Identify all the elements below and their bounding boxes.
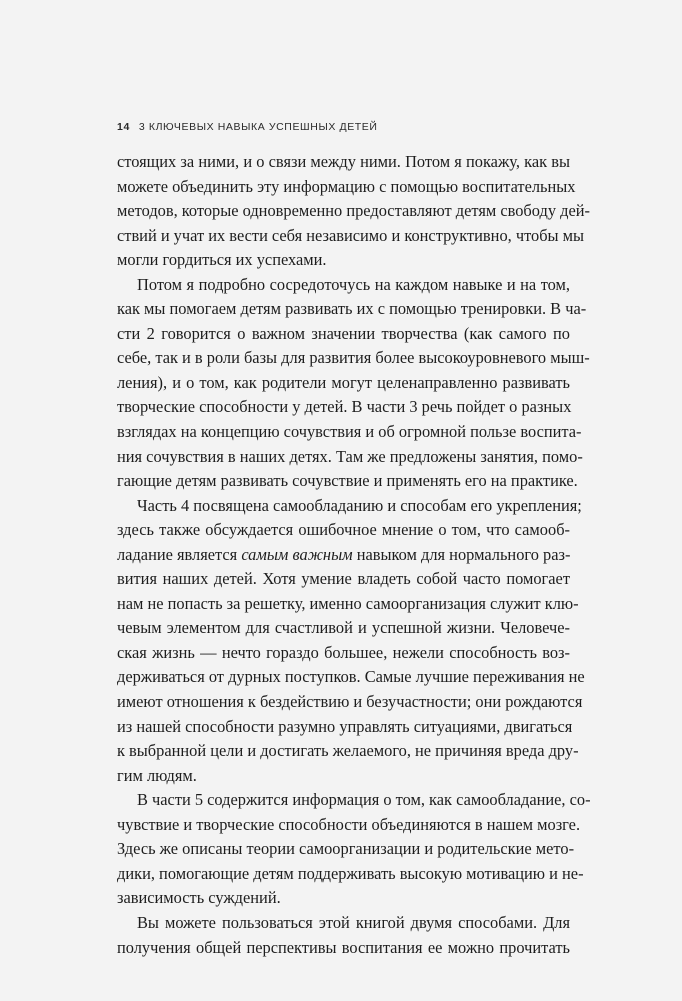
text-line: здесь также обсуждается ошибочное мнение о том, что самооб-	[117, 520, 570, 540]
text-line: Вы можете пользоваться этой книгой двумя способами. Для	[137, 912, 570, 932]
text-line: держиваться от дурных поступков. Самые лучшие переживания не	[117, 667, 585, 687]
text-line: ская жизнь — нечто гораздо большее, нежели способность воз-	[117, 642, 570, 662]
text-line: методов, которые одновременно предоставляют детям свободу дей-	[117, 201, 590, 221]
text-line: нам не попасть за решетку, именно самоорганизация служит клю-	[117, 593, 579, 613]
text-line: могли гордиться их успехами.	[117, 250, 327, 270]
paragraph	[117, 494, 585, 789]
text-line: В части 5 содержится информация о том, как самообладание, со-	[137, 790, 591, 810]
body-text	[117, 150, 591, 960]
running-head	[117, 121, 378, 133]
paragraph	[117, 788, 591, 911]
paragraph	[117, 911, 570, 960]
text-line: сти 2 говорится о важном значении творчества (как самого по	[117, 323, 570, 343]
text-line: Здесь же описаны теории самоорганизации и родительские мето-	[117, 839, 575, 859]
emphasis: самым важным	[241, 544, 353, 564]
text-line: ления), и о том, как родители могут целенаправленно развивать	[117, 372, 570, 392]
paragraph	[117, 150, 590, 273]
paragraph	[117, 273, 590, 494]
text-line: чевым элементом для счастливой и успешной жизни. Человече-	[117, 618, 570, 638]
text-line: Потом я подробно сосредоточусь на каждом навыке и на том,	[137, 274, 570, 294]
text-line: гающие детям развивать сочувствие и применять его на практике.	[117, 471, 578, 491]
text-line: творческие способности у детей. В части 3 речь пойдет о разных	[117, 397, 572, 417]
text-line: взглядах на концепцию сочувствия и об огромной пользе воспита-	[117, 422, 582, 442]
text-line: ладание является самым важным навыком для нормального раз-	[117, 544, 571, 564]
text-line: имеют отношения к бездействию и безучастности; они рождаются	[117, 692, 583, 712]
text-line: из нашей способности разумно управлять ситуациями, двигаться	[117, 716, 573, 736]
text-line: зависимость суждений.	[117, 888, 281, 908]
text-line: получения общей перспективы воспитания ее можно прочитать	[117, 937, 570, 957]
text-line: дики, помогающие детям поддерживать высокую мотивацию и не-	[117, 863, 584, 883]
running-title: 3 КЛЮЧЕВЫХ НАВЫКА УСПЕШНЫХ ДЕТЕЙ	[138, 121, 378, 133]
text-line: к выбранной цели и достигать желаемого, не причиняя вреда дру-	[117, 741, 579, 761]
page-number: 14	[117, 121, 130, 133]
text-line: можете объединить эту информацию с помощью воспитательных	[117, 176, 576, 196]
text-line: стоящих за ними, и о связи между ними. Потом я покажу, как вы	[117, 152, 570, 171]
text-line: Часть 4 посвящена самообладанию и способам его укрепления;	[137, 495, 582, 515]
text-line: чувствие и творческие способности объединяются в нашем мозге.	[117, 814, 581, 834]
text-line: как мы помогаем детям развивать их с помощью тренировки. В ча-	[117, 299, 587, 319]
text-line: гим людям.	[117, 765, 197, 785]
text-line: ствий и учат их вести себя независимо и конструктивно, чтобы мы	[117, 225, 585, 245]
text-line: вития наших детей. Хотя умение владеть собой часто помогает	[117, 569, 570, 589]
text-line: себе, так и в роли базы для развития более высокоуровневого мыш-	[117, 348, 590, 368]
text-line: ния сочувствия в наших детях. Там же предложены занятия, помо-	[117, 446, 583, 466]
